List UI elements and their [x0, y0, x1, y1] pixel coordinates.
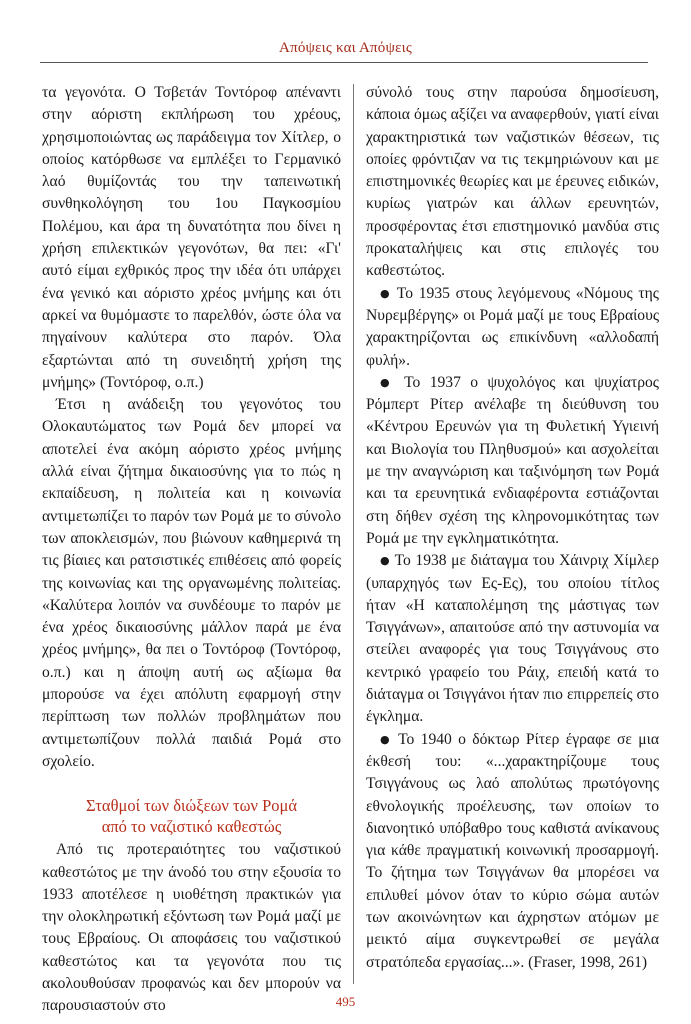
bullet-item — [366, 283, 659, 372]
paragraph: Από τις προτεραιότητες του ναζιστικού καθεστώτος με την άνοδό του στην εξουσία το 1933 αποτέλεσε η υιοθέτηση πρακτικών για την ολοκληρωτική εξόντωση των Ρομά μαζί με τους Εβραίους. Οι αποφάσεις του ναζιστικού καθεστώτος και τα γεγονότα που τις ακολουθούσαν προφανώς και δεν μπορούν να παρουσιαστούν στο — [42, 841, 341, 1015]
header-rule — [40, 62, 648, 63]
bullet-text: Το 1937 ο ψυχολόγος και ψυχίατρος Ρόμπερτ Ρίτερ ανέλαβε τη διεύθυνση του «Κέντρου Ερευνών για τη Φυλετική Υγιεινή και Βιολογία του Πληθυσμού» και ασχολείται με την αναγνώριση και ταξινόμηση των Ρομά και τα ερευνητικά ενδιαφέροντα εστιάζονται στη δήθεν σχέση της κληρονομικότητας των Ρομά με την εγκληματικότητα. — [366, 373, 659, 547]
section-heading-line: Σταθμοί των διώξεων των Ρομά — [85, 796, 298, 816]
bullet-icon: ● — [380, 732, 393, 746]
paragraph: Έτσι η ανάδειξη του γεγονότος του Ολοκαυτώματος των Ρομά δεν μπορεί να αποτελεί ένα ακόμη αόριστο χρέος μνήμης αλλά είναι ζήτημα δικαιοσύνης για το πώς η εκπαίδευση, η πολιτεία και η κοινωνία αντιμετωπίζει το παρόν των Ρομά με το σύνολο των αποκλεισμών, που βιώνουν καθημερινά τη τις βίαιες και ρατσιστικές επιθέσεις από φορείς της κοινωνίας και της οργανωμένης πολιτείας. «Καλύτερα λοιπόν να συνδέουμε το παρόν με ένα χρέος δικαιοσύνης μάλλον παρά με ένα χρέος μνήμης», θα πει ο Τοντόροφ (Τοντόροφ, ο.π.) και η άποψη αυτή ως αξίωμα θα μπορούσε να έχει απόλυτη εφαρμογή στην περίπτωση των πολλών προβλημάτων που αντιμετωπίζουν πολλά παιδιά Ρομά στο σχολείο. — [42, 396, 341, 770]
column-divider — [353, 84, 354, 984]
left-column — [42, 82, 341, 1018]
bullet-item — [366, 550, 659, 728]
right-column — [366, 82, 659, 974]
paragraph: τα γεγονότα. Ο Τσβετάν Τοντόροφ απέναντι στην αόριστη εκπλήρωση του χρέους, χρησιμοποιώντας ως παράδειγμα τον Χίτλερ, ο οποίος κατόρθωσε να εμπλέξει το Γερμανικό λαό θυμίζοντάς του την ταπεινωτική συνθηκολόγηση του 1ου Παγκοσμίου Πολέμου, και άρα τη δυνατότητα που δίνει η χρήση επιλεκτικών γεγονότων, θα πει: «Γι' αυτό είμαι εχθρικός προς την ιδέα ότι υπάρχει ένα γενικό και αόριστο χρέος μνήμης και ότι αρκεί να θυμόμαστε το παρελθόν, ώστε όλα να πηγαίνουν καλύτερα στο παρόν. Όλα εξαρτώνται από τη συνειδητή χρήση της μνήμης» (Τοντόροφ, ο.π.) — [42, 84, 341, 391]
bullet-icon: ● — [380, 375, 396, 389]
bullet-text: Το 1938 με διάταγμα του Χάινριχ Χίμλερ (υπαρχηγός των Ες-Ες), του οποίου τίτλος ήταν «Η καταπολέμηση της μάστιγας των Τσιγγάνων», απαιτούσε από την αστυνομία να στείλει αναφορές για τους Τσιγγάνους στο κεντρικό γραφείο του Ράιχ, επειδή κατά το διάταγμα οι Τσιγγάνοι ήταν πιο επιρρεπείς στο έγκλημα. — [366, 552, 659, 726]
bullet-item — [366, 372, 659, 550]
bullet-icon: ● — [380, 286, 392, 300]
paragraph: σύνολό τους στην παρούσα δημοσίευση, κάποια όμως αξίζει να αναφερθούν, γιατί είναι χαρακτηριστικά των ναζιστικών θέσεων, τις οποίες φρόντιζαν να τις τεκμηριώνουν και με επιστημονικές θεωρίες και με έρευνες ειδικών, κυρίως γιατρών και άλλων ερευνητών, προσφέροντας έτσι επιστημονικό μανδύα στις προκαταλήψεις και στις επιλογές του καθεστώτος. — [366, 84, 659, 280]
bullet-text: Το 1940 ο δόκτωρ Ρίτερ έγραφε σε μια έκθεσή του: «...χαρακτηρίζουμε τους Τσιγγάνους ως λαό απολύτως πρωτόγονης εθνολογικής προέλευσης, των οποίων το διανοητικό υπόβαθρο τους καθιστά ανίκανους για κάθε πραγματική κοινωνική προσαρμογή. Το ζήτημα των Τσιγγάνων θα μπορέσει να επιλυθεί μόνον όταν το κύριο σώμα αυτών των ακοινώνητων και άχρηστων ατόμων με μεικτό αίμα συγκεντρωθεί σε μεγάλα στρατόπεδα εργασίας...». (Fraser, 1998, 261) — [366, 730, 659, 971]
section-heading — [42, 795, 341, 837]
running-header: Απόψεις και Απόψεις — [279, 40, 412, 56]
bullet-icon: ● — [380, 554, 391, 568]
bullet-text: Το 1935 στους λεγόμενους «Νόμους της Νυρεμβέργης» οι Ρομά μαζί με τους Εβραίους χαρακτηρίζονται ως επικίνδυνη «αλλοδαπή φυλή». — [366, 284, 659, 369]
section-heading-line: από το ναζιστικό καθεστώς — [101, 817, 282, 837]
bullet-item — [366, 729, 659, 974]
page-number: 495 — [335, 994, 356, 1009]
